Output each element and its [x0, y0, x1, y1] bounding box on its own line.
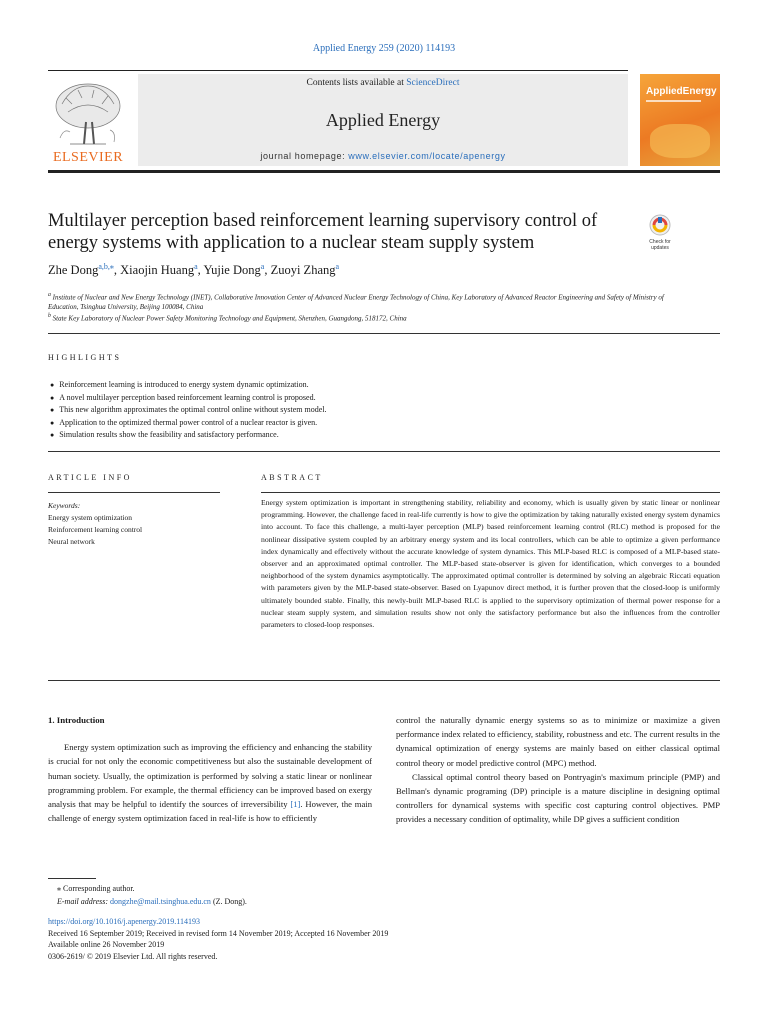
publisher-name: ELSEVIER: [52, 150, 124, 165]
cover-title: AppliedEnergy: [646, 86, 717, 97]
affiliation-mark: b: [48, 313, 51, 319]
affiliation-mark: a: [48, 292, 51, 298]
abstract-rule: [261, 492, 720, 493]
highlight-item: ● A novel multilayer perception based reinforcement learning control is proposed.: [50, 392, 700, 405]
highlight-item: ● Application to the optimized thermal power control of a nuclear reactor is given.: [50, 417, 700, 430]
footnote: [57, 883, 657, 908]
section-heading: 1. Introduction: [48, 715, 105, 725]
highlight-item: ● Reinforcement learning is introduced to energy system dynamic optimization.: [50, 379, 700, 392]
body-column-left: [48, 713, 372, 825]
keyword: Neural network: [48, 537, 95, 546]
abstract-text: Energy system optimization is important in strengthening stability, reliability and economy, which is usually given by static linear or nonlinear programming. However, the challenge faced in real-life currently is how to give the optimization by taking naturally existed energy system dynamics into account. To face this challenge, a multi-layer perception (MLP) based reinforcement learning control (RLC) method is proposed for the nonlinear dissipative system coupled by an arbitrary energy system and its local controllers, which can be able to optimize a given performance index dynamically and effectively without the accurate knowledge of system dynamics. This MLP-based RLC is composed of a MLP-based state-observer and an approximated optimal controller. The MLP-based state-observer is given for identification, which converges to a bounded neighborhood of the system dynamics asymptotically. The approximated optimal controller is determined by solving an algebraic Riccati equation with parameters given by the MLP-based state-observer. Based on Lyapunov direct method, it is further proven that the closed-loop is uniformly ultimately bounded stable. Finally, this newly-built MLP-based RLC is applied to the supervisory optimization of thermal power response for a nuclear steam supply system, and simulation results show not only the satisfactory performance but also the influences from the controller parameters to closed-loop responses.: [261, 498, 720, 630]
copyright: 0306-2619/ © 2019 Elsevier Ltd. All rights reserved.: [48, 951, 218, 961]
email-line: [57, 896, 657, 909]
paragraph: [48, 740, 372, 825]
author-affil-mark[interactable]: a: [194, 262, 198, 271]
article-info-heading: ARTICLE INFO: [48, 473, 132, 482]
section-rule: [48, 680, 720, 681]
journal-reference[interactable]: Applied Energy 259 (2020) 114193: [312, 43, 456, 54]
author-affil-mark[interactable]: a: [335, 262, 340, 271]
keyword: Reinforcement learning control: [48, 525, 143, 534]
article-info-rule: [48, 492, 220, 493]
paragraph-text: . However, the main challenge of energy system optimization faced in real-life is how to efficiently: [48, 799, 372, 824]
section-rule: [48, 451, 720, 452]
affiliation-a: [48, 290, 688, 312]
email-label: E-mail address:: [57, 896, 111, 906]
affiliation-b: [48, 311, 688, 323]
email-suffix: (Z. Dong).: [210, 896, 247, 906]
author-affil-mark[interactable]: a,b,⁎: [98, 262, 114, 271]
journal-title: Applied Energy: [325, 110, 441, 130]
contents-line: [138, 78, 628, 88]
author-affil-mark[interactable]: a: [260, 262, 265, 271]
homepage-link[interactable]: www.elsevier.com/locate/apenergy: [348, 151, 506, 161]
contents-prefix: Contents lists available at: [306, 78, 407, 88]
received-dates: Received 16 September 2019; Received in revised form 14 November 2019; Accepted 16 November 2019: [48, 928, 389, 938]
keyword: Energy system optimization: [48, 513, 133, 522]
highlights-heading: HIGHLIGHTS: [48, 353, 122, 362]
affiliation-text: Institute of Nuclear and New Energy Technology (INET), Collaborative Innovation Center of Advanced Nuclear Energy Technology of China, Key Laboratory of Advanced Reactor Engineering and Safety of Ministry of Education, Tsinghua University, Beijing 100084, China: [48, 293, 664, 312]
author-name[interactable]: Xiaojin Huang: [120, 263, 195, 278]
highlights-list: [50, 379, 700, 442]
journal-cover-image[interactable]: [640, 74, 720, 166]
keywords-label: Keywords:: [48, 501, 81, 510]
svg-text:Check for: Check for: [649, 239, 671, 245]
corresponding-author-note: ⁎ Corresponding author.: [57, 884, 135, 893]
section-rule: [48, 333, 720, 334]
email-link[interactable]: dongzhe@mail.tsinghua.edu.cn: [110, 896, 211, 906]
affiliation-text: State Key Laboratory of Nuclear Power Safety Monitoring Technology and Equipment, Shenzhen, Guangdong, 518172, China: [52, 314, 407, 323]
homepage-prefix: journal homepage:: [260, 151, 349, 161]
author-name[interactable]: Yujie Dong: [203, 263, 261, 278]
doi-link[interactable]: https://doi.org/10.1016/j.apenergy.2019.114193: [48, 917, 200, 926]
body-column-right: [396, 713, 720, 827]
svg-text:updates: updates: [651, 245, 669, 251]
homepage-line: [138, 151, 628, 161]
check-for-updates-icon[interactable]: [640, 212, 680, 252]
author-list: Zhe Dong$^{a,b,⁎}$, Xiaojin Huang$^a$, Yujie Dong$^a$, Zuoyi Zhang$^a$: [48, 262, 340, 278]
citation-link[interactable]: [1]: [290, 799, 301, 810]
abstract-heading: ABSTRACT: [261, 473, 323, 482]
paragraph: control the naturally dynamic energy systems so as to minimize or maximize a given performance index related to efficiency, stability, robustness and etc. The current results in the dynamical optimization of energy systems are mainly based on either classical optimal control theory or model predictive control (MPC) method.: [396, 715, 720, 768]
author-name[interactable]: Zhe Dong: [48, 263, 99, 278]
keywords-block: [48, 500, 220, 548]
sciencedirect-link[interactable]: ScienceDirect: [406, 78, 460, 88]
author-name[interactable]: Zuoyi Zhang: [270, 263, 336, 278]
header-rule: [48, 70, 628, 71]
highlight-item: ● Simulation results show the feasibility and satisfactory performance.: [50, 429, 700, 442]
paragraph: Classical optimal control theory based on Pontryagin's maximum principle (PMP) and Bellman's dynamic programing (DP) principle is a mature discipline in designing optimal controllers for dynamical systems with specific cost capturing control objectives. PMP provides a necessary condition of optimality, while DP gives a sufficient condition: [396, 771, 720, 825]
footnote-rule: [48, 878, 96, 879]
paragraph-text: Energy system optimization such as improving the efficiency and enhancing the stability is crucial for not only the economic competitiveness but also the sustainable development of human society. Usually, the optimization is performed by solving a static linear or nonlinear programming problem. For example, the thermal efficiency can be improved based on exergy analysis that may be helpful to identify the sources of irreversibility: [48, 742, 372, 810]
header-bottom-rule: [48, 170, 720, 173]
highlight-item: ● This new algorithm approximates the optimal control online without system model.: [50, 404, 700, 417]
available-online: Available online 26 November 2019: [48, 940, 165, 949]
paper-title: Multilayer perception based reinforcement learning supervisory control of energy systems with application to a nuclear steam supply system: [48, 211, 598, 253]
publication-info: [48, 916, 688, 962]
